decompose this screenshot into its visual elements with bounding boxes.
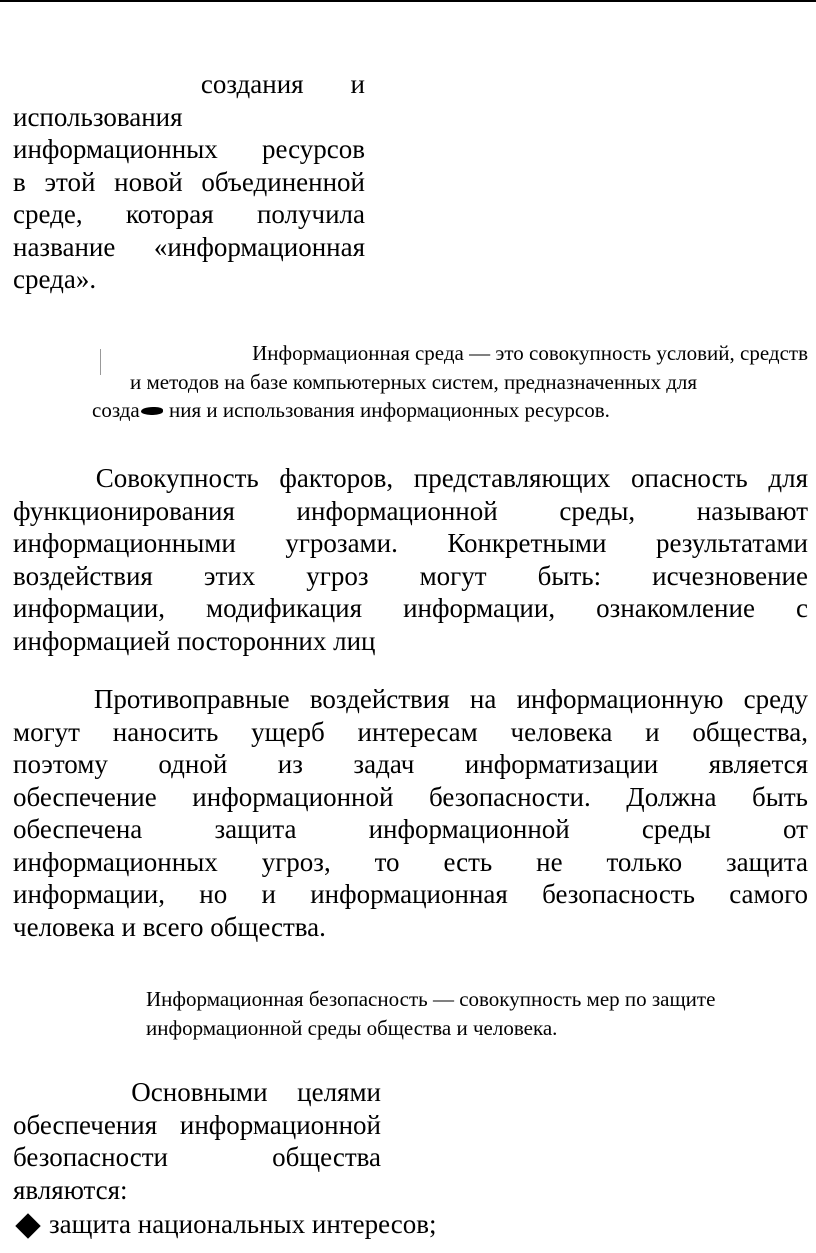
- paragraph-4: [13, 1076, 381, 1206]
- paragraph-4-line: являются:: [13, 1174, 128, 1205]
- paragraph-4-line: обеспечения информационной: [13, 1109, 381, 1140]
- paragraph-2-line: информацией посторонних лиц: [13, 625, 376, 656]
- definition-1-fragment: ния и использования информационных ресурсов.: [169, 398, 610, 422]
- paragraph-2-line: функционирования информационной среды, называют: [13, 495, 808, 526]
- paragraph-3-line: обеспечение информационной безопасности. Должна быть: [13, 781, 808, 812]
- paragraph-3: [13, 683, 808, 943]
- paragraph-3-line: могут наносить ущерб интересам человека и общества,: [13, 716, 808, 747]
- definition-information-security: [146, 985, 808, 1042]
- paragraph-2-line: информационными угрозами. Конкретными результатами: [13, 528, 808, 558]
- paragraph-4-line: безопасности общества: [13, 1142, 381, 1172]
- paragraph-2-line: Совокупность факторов, представляющих опасность для: [13, 463, 808, 493]
- paragraph-1-line: в этой новой объединенной: [13, 166, 365, 197]
- bullet-item-text: защита национальных интересов;: [49, 1209, 437, 1239]
- paragraph-1-line: создания и: [13, 69, 365, 99]
- paragraph-1-line: среда».: [13, 264, 97, 294]
- paragraph-1: [13, 68, 365, 296]
- paragraph-2-line: воздействия этих угроз могут быть: исчезновение: [13, 560, 808, 591]
- paragraph-2: [13, 462, 808, 657]
- paragraph-1-line: информационных ресурсов: [13, 134, 365, 164]
- definition-2-line: информационной среды общества и человека.: [146, 1015, 558, 1040]
- bullet-item: [13, 1208, 436, 1241]
- paragraph-1-line: использования: [13, 101, 183, 132]
- definition-1-line-3: [92, 396, 808, 425]
- paragraph-4-line: Основными целями: [13, 1077, 381, 1107]
- paragraph-1-line: среде, которая получила: [13, 199, 365, 229]
- paragraph-3-line: Противоправные воздействия на информационную среду: [13, 684, 808, 714]
- paragraph-3-line: поэтому одной из задач информатизации является: [13, 749, 808, 779]
- definition-1-line: Информационная среда — это совокупность условий, средств: [252, 341, 808, 365]
- ink-blot-icon: [141, 407, 163, 415]
- paragraph-1-line: название «информационная: [13, 231, 365, 262]
- definition-1-line: и методов на базе компьютерных систем, предназначенных для: [130, 369, 698, 394]
- paragraph-3-line: человека и всего общества.: [13, 911, 326, 942]
- definition-1-fragment: созда: [92, 398, 140, 422]
- paragraph-3-line: обеспечена защита информационной среды от: [13, 814, 808, 844]
- top-border-line: [0, 0, 816, 2]
- definition-information-environment: [92, 339, 808, 425]
- paragraph-3-line: информационных угроз, то есть не только защита: [13, 846, 808, 877]
- paragraph-2-line: информации, модификация информации, ознакомление с: [13, 593, 808, 623]
- diamond-bullet-icon: [15, 1213, 40, 1238]
- paragraph-3-line: информации, но и информационная безопасность самого: [13, 879, 808, 909]
- definition-2-line: Информационная безопасность — совокупность мер по защите: [146, 987, 716, 1011]
